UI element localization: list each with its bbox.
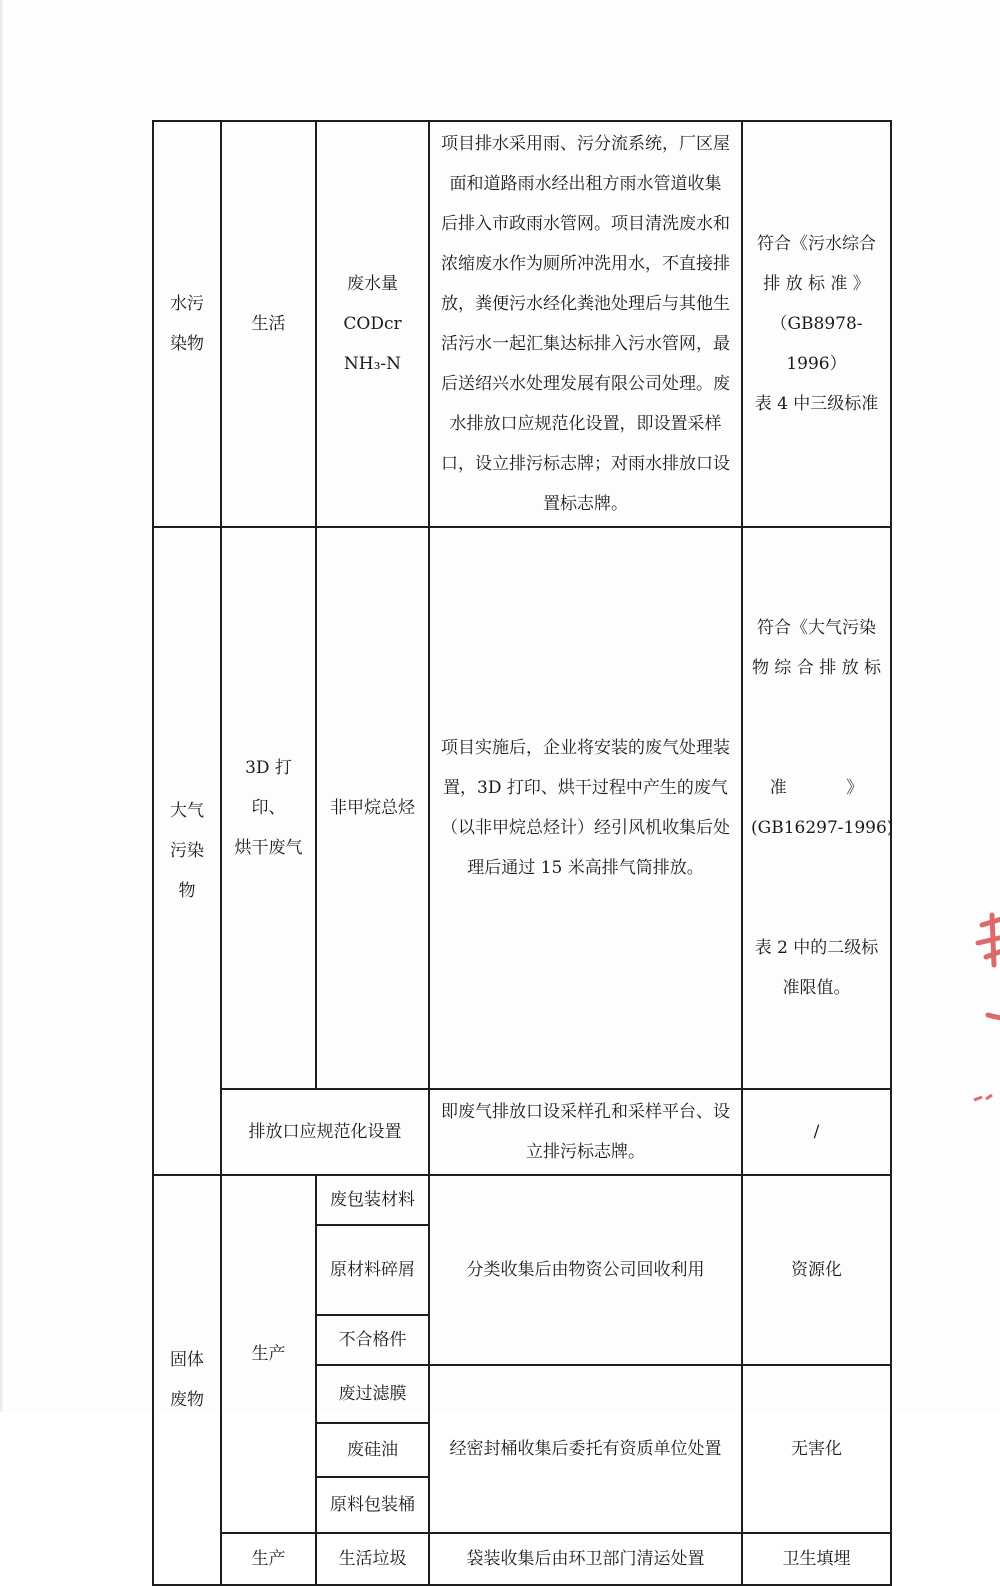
- measure-living: 袋装收集后由环卫部门清运处置: [429, 1533, 742, 1585]
- table-row-air-outlet: [153, 1089, 891, 1175]
- outlet-label: 排放口应规范化设置: [221, 1089, 429, 1175]
- category-water: 水污 染物: [153, 121, 221, 527]
- pollutant-air: 非甲烷总烃: [316, 527, 429, 1089]
- solid-item: 原料包装桶: [316, 1477, 429, 1533]
- measure-water: 项目排水采用雨、污分流系统，厂区屋 面和道路雨水经出租方雨水管道收集 后排入市政雨水管网。项目清洗废水和 浓缩废水作为厕所冲洗用水，不直接排 放，粪便污水经化粪池处理后与其他生 活污水一起汇集达标排入污水管网，最 后送绍兴水处理发展有限公司处理。废 水排放口应规范化设置，即设置采样 口，设立排污标志牌；对雨水排放口设 置标志牌。: [429, 121, 742, 527]
- result-solid-group1: 资源化: [742, 1175, 891, 1365]
- standard-air: 符合《大气污染 物 综 合 排 放 标 准 》 (GB16297-1996) 表 2 中的二级标 准限值。: [742, 527, 891, 1089]
- category-solid: 固体 废物: [153, 1175, 221, 1585]
- solid-item: 废包装材料: [316, 1175, 429, 1225]
- measure-air: 项目实施后，企业将安装的废气处理装 置，3D 打印、烘干过程中产生的废气 （以非甲烷总烃计）经引风机收集后处 理后通过 15 米高排气筒排放。: [429, 527, 742, 1089]
- solid-item: 不合格件: [316, 1315, 429, 1365]
- pollutants-water: 废水量 CODcr NH₃-N: [316, 121, 429, 527]
- source-living: 生产: [221, 1533, 316, 1585]
- standard-water: 符合《污水综合 排 放 标 准 》 （GB8978-1996） 表 4 中三级标准: [742, 121, 891, 527]
- measure-solid-group2: 经密封桶收集后委托有资质单位处置: [429, 1365, 742, 1533]
- solid-item: 原材料碎屑: [316, 1225, 429, 1315]
- source-solid-production: 生产: [221, 1175, 316, 1533]
- pollution-control-table: [152, 120, 892, 1586]
- result-living: 卫生填埋: [742, 1533, 891, 1585]
- source-water: 生活: [221, 121, 316, 527]
- result-solid-group2: 无害化: [742, 1365, 891, 1533]
- outlet-measure: 即废气排放口设采样孔和采样平台、设 立排污标志牌。: [429, 1089, 742, 1175]
- outlet-standard: /: [742, 1089, 891, 1175]
- red-seal-stamp: [968, 905, 1000, 1135]
- living-item: 生活垃圾: [316, 1533, 429, 1585]
- table-row-air: [153, 527, 891, 1089]
- solid-item: 废硅油: [316, 1423, 429, 1477]
- table-row-water: [153, 121, 891, 527]
- table-row-solid-living: [153, 1533, 891, 1585]
- scan-edge: [0, 0, 4, 1412]
- table-row-solid-1: [153, 1175, 891, 1225]
- solid-item: 废过滤膜: [316, 1365, 429, 1423]
- category-air: 大气 污染 物: [153, 527, 221, 1175]
- source-air: 3D 打印、 烘干废气: [221, 527, 316, 1089]
- measure-solid-group1: 分类收集后由物资公司回收利用: [429, 1175, 742, 1365]
